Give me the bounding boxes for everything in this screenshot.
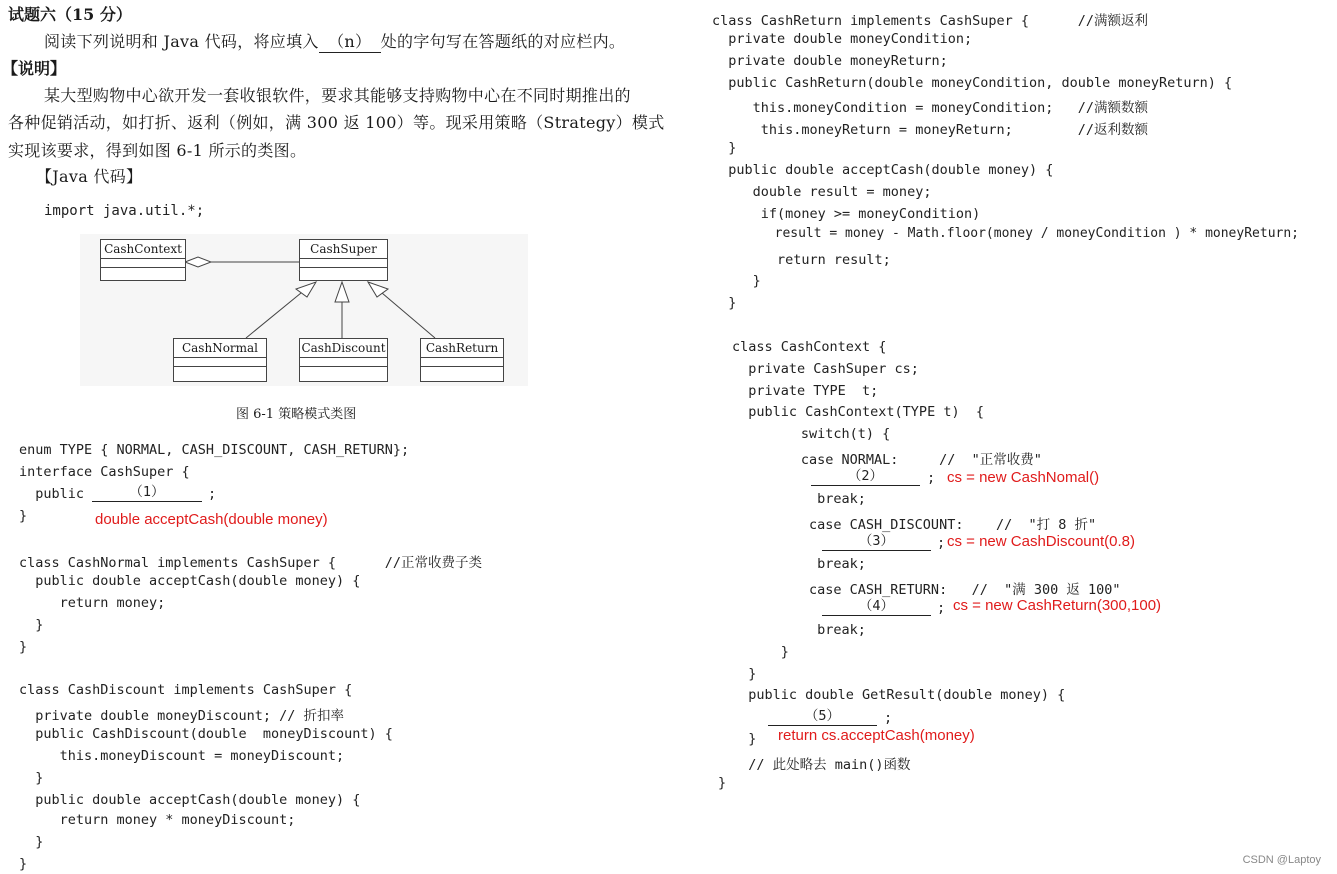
code-line: if(money >= moneyCondition) <box>712 206 981 222</box>
answer-3: cs = new CashDiscount(0.8) <box>947 533 1135 550</box>
code-line: public CashDiscount(double moneyDiscount) { <box>19 726 393 742</box>
class-attributes <box>421 358 503 367</box>
code-line: public double GetResult(double money) { <box>732 687 1066 703</box>
class-diagram <box>80 234 528 386</box>
description-line-3: 实现该要求，得到如图 6-1 所示的类图。 <box>8 141 307 160</box>
code-line: this.moneyCondition = moneyCondition; //满额数额 <box>712 100 1149 116</box>
code-line: public CashContext(TYPE t) { <box>732 404 984 420</box>
answer-1: double acceptCash(double money) <box>95 511 328 528</box>
code-line: class CashNormal implements CashSuper { //正常收费子类 <box>19 555 483 571</box>
class-box-cashcontext <box>100 239 186 281</box>
class-methods <box>101 268 185 276</box>
code-line: break; <box>744 556 866 572</box>
code-line: case CASH_RETURN: // "满 300 返 100" <box>744 582 1121 598</box>
code-line: } <box>732 666 757 682</box>
code-line: break; <box>744 491 866 507</box>
intro-text <box>44 29 625 53</box>
answer-blank-1: （1） <box>92 485 202 502</box>
code-line: } <box>732 731 757 747</box>
code-line: case NORMAL: // "正常收费" <box>744 452 1042 468</box>
code-line: class CashDiscount implements CashSuper { <box>19 682 353 698</box>
code-line: public double acceptCash(double money) { <box>19 573 361 589</box>
code-line: this.moneyReturn = moneyReturn; //返利数额 <box>712 122 1149 138</box>
code-line: public <box>19 486 85 502</box>
inheritance-arrow-center <box>335 282 349 302</box>
code-line: case CASH_DISCOUNT: // "打 8 折" <box>744 517 1097 533</box>
code-line: } <box>19 856 28 872</box>
class-attributes <box>174 358 266 367</box>
class-methods <box>174 367 266 375</box>
code-line: private CashSuper cs; <box>732 361 919 377</box>
code-line: private double moneyDiscount; // 折扣率 <box>19 708 344 724</box>
class-name: CashReturn <box>421 339 503 358</box>
code-line: enum TYPE { NORMAL, CASH_DISCOUNT, CASH_RETURN}; <box>19 442 410 458</box>
code-line: public double acceptCash(double money) { <box>712 162 1054 178</box>
code-line: class CashContext { <box>732 339 887 355</box>
code-line: this.moneyDiscount = moneyDiscount; <box>19 748 345 764</box>
code-line: } <box>712 273 761 289</box>
intro-start: 阅读下列说明和 Java 代码，将应填入 <box>44 32 319 51</box>
code-line: } <box>732 644 789 660</box>
class-name: CashContext <box>101 240 185 259</box>
class-methods <box>300 268 387 276</box>
code-line: return result; <box>712 252 891 268</box>
class-name: CashSuper <box>300 240 387 259</box>
code-line: private TYPE t; <box>732 383 879 399</box>
code-line: double result = money; <box>712 184 932 200</box>
answer-blank-2: （2） <box>811 469 920 486</box>
code-semicolon: ; <box>208 486 217 502</box>
code-line: } <box>718 775 727 791</box>
class-attributes <box>101 259 185 268</box>
java-heading: 【Java 代码】 <box>36 167 143 186</box>
answer-blank-4: （4） <box>822 599 931 616</box>
code-line: break; <box>744 622 866 638</box>
code-line: } <box>712 140 737 156</box>
class-box-cashsuper <box>299 239 388 281</box>
code-line: class CashReturn implements CashSuper { //满额返利 <box>712 13 1149 29</box>
class-box-cashdiscount <box>299 338 388 382</box>
figure-caption: 图 6-1 策略模式类图 <box>236 407 357 422</box>
code-line: } <box>19 639 28 655</box>
intro-blank: （n） <box>319 29 381 53</box>
code-line: } <box>19 834 44 850</box>
code-line: public double acceptCash(double money) { <box>19 792 361 808</box>
code-line: private double moneyReturn; <box>712 53 948 69</box>
answer-5: return cs.acceptCash(money) <box>778 727 975 744</box>
code-semicolon: ; <box>927 470 936 486</box>
intro-rest: 处的字句写在答题纸的对应栏内。 <box>380 32 626 51</box>
code-semicolon: ; <box>937 600 946 616</box>
answer-blank-5: （5） <box>768 709 877 726</box>
class-name: CashDiscount <box>300 339 387 358</box>
section-heading: 【说明】 <box>2 59 67 78</box>
aggregation-diamond <box>185 257 211 267</box>
class-attributes <box>300 259 387 268</box>
description-line-2: 各种促销活动，如打折、返利（例如，满 300 返 100）等。现采用策略（Strategy）模式 <box>8 113 665 132</box>
watermark: CSDN @Laptoy <box>1242 854 1321 866</box>
class-box-cashreturn <box>420 338 504 382</box>
code-line: // 此处略去 main()函数 <box>732 757 911 773</box>
inheritance-arrow-right <box>368 282 388 297</box>
description-line-1: 某大型购物中心欲开发一套收银软件，要求其能够支持购物中心在不同时期推出的 <box>44 86 631 105</box>
question-title: 试题六（15 分） <box>8 5 132 24</box>
code-line: } <box>19 508 28 524</box>
code-semicolon: ; <box>937 535 946 551</box>
code-line: public CashReturn(double moneyCondition, double moneyReturn) { <box>712 75 1233 91</box>
class-methods <box>300 367 387 375</box>
class-methods <box>421 367 503 375</box>
code-line: return money * moneyDiscount; <box>19 812 296 828</box>
class-box-cashnormal <box>173 338 267 382</box>
code-line: } <box>712 295 737 311</box>
code-line: } <box>19 617 44 633</box>
class-attributes <box>300 358 387 367</box>
class-name: CashNormal <box>174 339 266 358</box>
code-line: private double moneyCondition; <box>712 31 973 47</box>
code-semicolon: ; <box>884 710 893 726</box>
code-line: return money; <box>19 595 166 611</box>
answer-2: cs = new CashNomal() <box>947 469 1100 486</box>
import-line: import java.util.*; <box>44 203 205 219</box>
code-line: interface CashSuper { <box>19 464 190 480</box>
answer-4: cs = new CashReturn(300,100) <box>953 597 1162 614</box>
answer-blank-3: （3） <box>822 534 931 551</box>
code-line: result = money - Math.floor(money / moneyCondition ) * moneyReturn; <box>712 226 1299 241</box>
code-line: } <box>19 770 44 786</box>
code-line: switch(t) { <box>744 426 891 442</box>
